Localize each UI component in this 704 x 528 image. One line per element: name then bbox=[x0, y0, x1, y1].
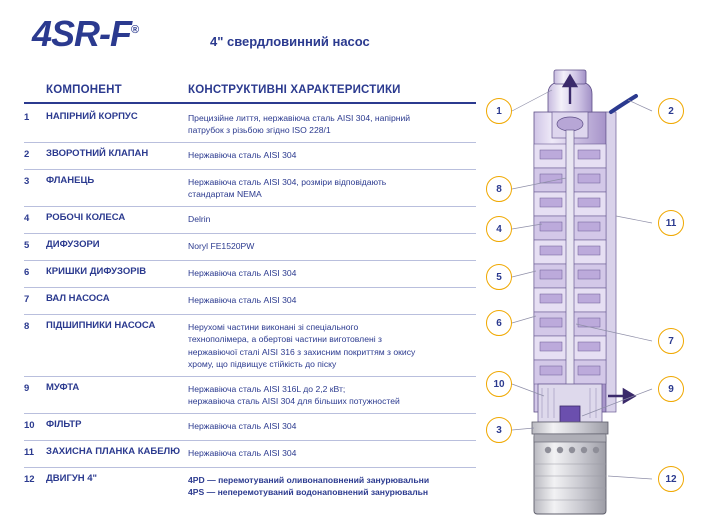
row-component-name: КРИШКИ ДИФУЗОРІВ bbox=[46, 265, 147, 277]
table-row bbox=[24, 170, 476, 207]
description-line: Нержавіюча сталь AISI 304 bbox=[188, 267, 297, 278]
description-line: Нержавіюча сталь AISI 304 bbox=[188, 294, 297, 305]
description-line: хрому, що підвищує стійкість до піску bbox=[188, 359, 337, 370]
row-description bbox=[188, 446, 476, 459]
description-line: технополімера, а обертові частини виготовлені з bbox=[188, 334, 382, 345]
description-line: Delrin bbox=[188, 213, 211, 224]
components-table bbox=[24, 84, 476, 503]
pump-diagram-svg bbox=[476, 66, 700, 518]
table-row bbox=[24, 143, 476, 170]
row-description bbox=[188, 293, 476, 306]
row-description bbox=[188, 239, 476, 252]
description-line: Нержавіюча сталь AISI 316L до 2,2 кВт; bbox=[188, 383, 346, 394]
callout-marker-12: 12 bbox=[658, 466, 684, 492]
row-component-name: ФІЛЬТР bbox=[46, 418, 82, 430]
row-description bbox=[188, 148, 476, 161]
table-header-row bbox=[24, 84, 476, 104]
row-number: 4 bbox=[24, 212, 30, 224]
callout-marker-10: 10 bbox=[486, 371, 512, 397]
row-description bbox=[188, 212, 476, 225]
row-number: 8 bbox=[24, 320, 30, 332]
callout-marker-2: 2 bbox=[658, 98, 684, 124]
table-row bbox=[24, 106, 476, 143]
description-line: Прецизійне лиття, нержавіюча сталь AISI 304, напірний bbox=[188, 113, 411, 123]
registered-mark: ® bbox=[131, 24, 139, 36]
description-line: нержавіючої сталі AISI 316 з захисним покриттям з окису bbox=[188, 346, 416, 357]
row-number: 2 bbox=[24, 148, 30, 160]
callout-marker-4: 4 bbox=[486, 216, 512, 242]
row-component-name: НАПІРНИЙ КОРПУС bbox=[46, 111, 138, 122]
brand-logo bbox=[32, 13, 139, 54]
row-component-name: ЗАХИСНА ПЛАНКА КАБЕЛЮ bbox=[46, 445, 180, 457]
table-row bbox=[24, 468, 476, 504]
row-description bbox=[188, 266, 476, 279]
row-number: 11 bbox=[24, 446, 35, 458]
table-row bbox=[24, 315, 476, 377]
table-row bbox=[24, 288, 476, 315]
table-body bbox=[24, 106, 476, 503]
row-component-name: ДИФУЗОРИ bbox=[46, 238, 100, 250]
pump-cutaway-illustration bbox=[476, 66, 700, 518]
description-line: нержавіюча сталь AISI 304 для більших потужностей bbox=[188, 396, 400, 407]
row-component-name: ЗВОРОТНИЙ КЛАПАН bbox=[46, 147, 149, 159]
callout-marker-8: 8 bbox=[486, 176, 512, 202]
row-number: 12 bbox=[24, 473, 35, 485]
row-component-name: ПІДШИПНИКИ НАСОСА bbox=[46, 319, 156, 331]
row-number: 10 bbox=[24, 419, 35, 431]
row-component-name: ВАЛ НАСОСА bbox=[46, 292, 110, 304]
description-line: Нержавіюча сталь AISI 304 bbox=[188, 447, 297, 458]
header-component: КОМПОНЕНТ bbox=[46, 84, 122, 96]
description-line: стандартам NEMA bbox=[188, 189, 262, 200]
table-row bbox=[24, 261, 476, 288]
table-row bbox=[24, 207, 476, 234]
callout-marker-9: 9 bbox=[658, 376, 684, 402]
row-component-name: МУФТА bbox=[46, 381, 80, 393]
row-component-name: РОБОЧІ КОЛЕСА bbox=[46, 211, 126, 223]
callout-marker-5: 5 bbox=[486, 264, 512, 290]
callout-marker-3: 3 bbox=[486, 417, 512, 443]
row-description bbox=[188, 320, 476, 371]
page-subtitle: 4" свердловинний насос bbox=[210, 34, 370, 49]
description-line: Нержавіюча сталь AISI 304, розміри відповідають bbox=[188, 176, 387, 187]
row-description bbox=[188, 419, 476, 432]
row-component-name: ДВИГУН 4" bbox=[46, 472, 98, 484]
description-line: Нержавіюча сталь AISI 304 bbox=[188, 149, 297, 160]
row-number: 6 bbox=[24, 266, 30, 278]
table-row bbox=[24, 234, 476, 261]
row-description bbox=[188, 382, 476, 408]
callout-marker-6: 6 bbox=[486, 310, 512, 336]
description-line: Нержавіюча сталь AISI 304 bbox=[188, 420, 297, 431]
table-row bbox=[24, 414, 476, 441]
row-number: 5 bbox=[24, 239, 30, 251]
description-line: Нерухомі частини виконані зі спеціального bbox=[188, 321, 359, 332]
row-component-name: ФЛАНЕЦЬ bbox=[46, 174, 95, 186]
table-row bbox=[24, 377, 476, 414]
header-number bbox=[24, 84, 46, 96]
row-number: 7 bbox=[24, 293, 30, 305]
row-number: 1 bbox=[24, 112, 30, 123]
description-line: Noryl FE1520PW bbox=[188, 240, 255, 251]
callout-marker-7: 7 bbox=[658, 328, 684, 354]
row-number: 3 bbox=[24, 175, 30, 187]
table-row bbox=[24, 441, 476, 468]
row-number: 9 bbox=[24, 382, 30, 394]
description-line: патрубок з різьбою згідно ISO 228/1 bbox=[188, 125, 331, 136]
header-description: КОНСТРУКТИВНІ ХАРАКТЕРИСТИКИ bbox=[188, 84, 401, 96]
row-description bbox=[188, 473, 476, 499]
logo-text: 4SR-F bbox=[32, 13, 132, 54]
callout-marker-1: 1 bbox=[486, 98, 512, 124]
callout-marker-11: 11 bbox=[658, 210, 684, 236]
description-line: 4PD — перемотуваний оливонаповнений занурювальни bbox=[188, 474, 430, 485]
description-line: 4PS — неперемотуваний водонаповнений занурювальн bbox=[188, 486, 429, 497]
row-description bbox=[188, 175, 476, 201]
row-description bbox=[188, 111, 476, 137]
